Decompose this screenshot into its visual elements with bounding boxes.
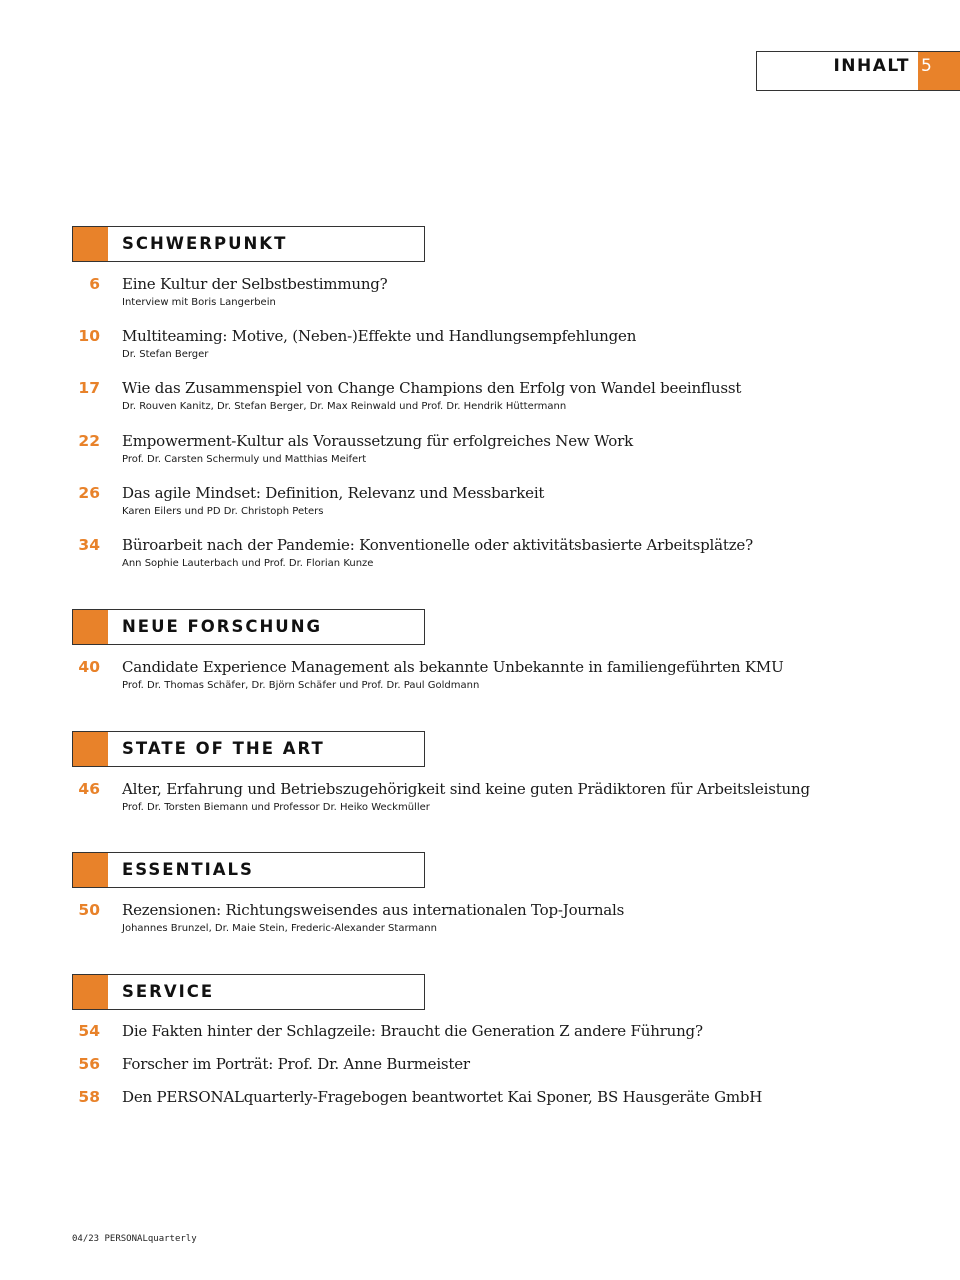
page-number: 5 [918, 52, 960, 90]
entry-page: 50 [78, 901, 100, 919]
section-color-swatch [73, 853, 108, 887]
page-header-tab [756, 51, 960, 91]
entry-page: 46 [78, 780, 100, 798]
entry-authors: Dr. Rouven Kanitz, Dr. Stefan Berger, Dr. Max Reinwald und Prof. Dr. Hendrik Hüttermann [122, 401, 567, 412]
entry-page: 54 [78, 1022, 100, 1040]
contents-label: INHALT [833, 56, 910, 76]
section-title: NEUE FORSCHUNG [122, 617, 323, 636]
entry-title: Empowerment-Kultur als Voraussetzung für erfolgreiches New Work [122, 432, 634, 450]
entry-title: Wie das Zusammenspiel von Change Champions den Erfolg von Wandel beeinflusst [122, 379, 742, 397]
section-color-swatch [73, 610, 108, 644]
section-title: STATE OF THE ART [122, 739, 325, 758]
entry-title: Forscher im Porträt: Prof. Dr. Anne Burmeister [122, 1055, 470, 1073]
section-title: ESSENTIALS [122, 860, 254, 879]
section-color-swatch [73, 975, 108, 1009]
entry-title: Die Fakten hinter der Schlagzeile: Braucht die Generation Z andere Führung? [122, 1022, 703, 1040]
entry-title: Rezensionen: Richtungsweisendes aus internationalen Top-Journals [122, 901, 625, 919]
entry-title: Büroarbeit nach der Pandemie: Konventionelle oder aktivitätsbasierte Arbeitsplätze? [122, 536, 753, 554]
entry-title: Multiteaming: Motive, (Neben-)Effekte und Handlungsempfehlungen [122, 327, 637, 345]
entry-authors: Interview mit Boris Langerbein [122, 297, 276, 308]
entry-title: Eine Kultur der Selbstbestimmung? [122, 275, 388, 293]
entry-title: Alter, Erfahrung und Betriebszugehörigkeit sind keine guten Prädiktoren für Arbeitsleistung [122, 780, 810, 798]
section-header [72, 731, 425, 767]
page-footer: 04/23 PERSONALquarterly [72, 1234, 197, 1244]
section-header [72, 974, 425, 1010]
section-title: SERVICE [122, 982, 215, 1001]
section-header [72, 609, 425, 645]
entry-authors: Dr. Stefan Berger [122, 349, 209, 360]
entry-page: 34 [78, 536, 100, 554]
section-color-swatch [73, 732, 108, 766]
section-header [72, 226, 425, 262]
section-title: SCHWERPUNKT [122, 234, 288, 253]
entry-page: 6 [89, 275, 100, 293]
entry-page: 40 [78, 658, 100, 676]
entry-authors: Ann Sophie Lauterbach und Prof. Dr. Florian Kunze [122, 558, 374, 569]
entry-page: 26 [78, 484, 100, 502]
section-color-swatch [73, 227, 108, 261]
entry-authors: Prof. Dr. Thomas Schäfer, Dr. Björn Schäfer und Prof. Dr. Paul Goldmann [122, 680, 480, 691]
entry-authors: Karen Eilers und PD Dr. Christoph Peters [122, 506, 324, 517]
entry-page: 56 [78, 1055, 100, 1073]
entry-page: 22 [78, 432, 100, 450]
entry-page: 10 [78, 327, 100, 345]
entry-authors: Johannes Brunzel, Dr. Maie Stein, Frederic-Alexander Starmann [122, 923, 437, 934]
entry-authors: Prof. Dr. Torsten Biemann und Professor Dr. Heiko Weckmüller [122, 802, 430, 813]
section-header [72, 852, 425, 888]
entry-authors: Prof. Dr. Carsten Schermuly und Matthias Meifert [122, 454, 367, 465]
entry-page: 17 [78, 379, 100, 397]
entry-title: Candidate Experience Management als bekannte Unbekannte in familiengeführten KMU [122, 658, 784, 676]
entry-title: Den PERSONALquarterly-Fragebogen beantwortet Kai Sponer, BS Hausgeräte GmbH [122, 1088, 763, 1106]
entry-page: 58 [78, 1088, 100, 1106]
entry-title: Das agile Mindset: Definition, Relevanz und Messbarkeit [122, 484, 545, 502]
